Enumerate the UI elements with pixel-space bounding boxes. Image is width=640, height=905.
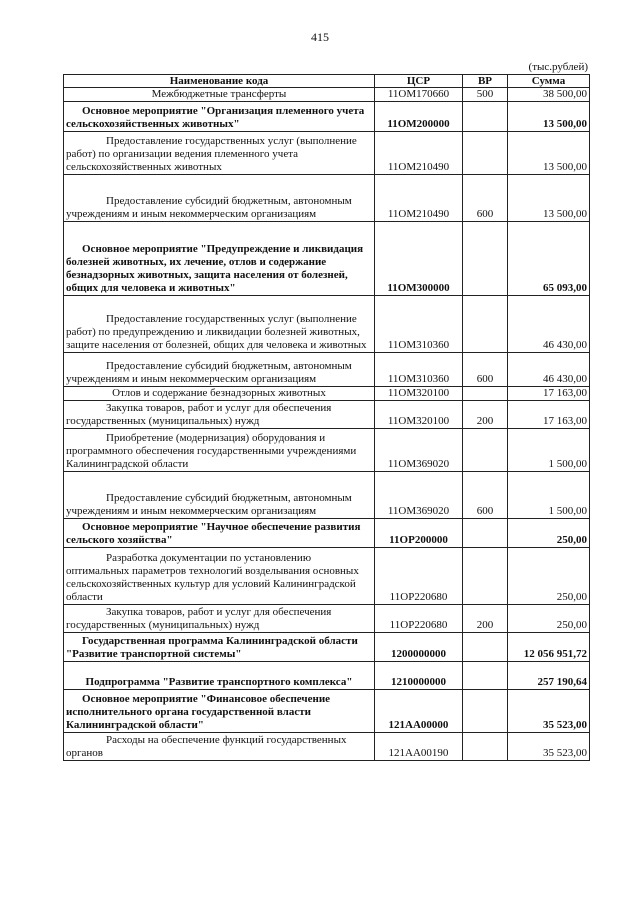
cell-csr: 11OM310360 bbox=[375, 296, 463, 353]
cell-vr bbox=[463, 548, 508, 605]
table-row bbox=[64, 296, 590, 353]
header-sum: Сумма bbox=[508, 75, 590, 88]
table-row bbox=[64, 605, 590, 633]
cell-csr: 121AA00000 bbox=[375, 690, 463, 733]
cell-name: Основное мероприятие "Организация племенного учета сельскохозяйственных животных" bbox=[64, 102, 375, 132]
cell-csr: 11OM310360 bbox=[375, 353, 463, 387]
cell-csr: 11OM320100 bbox=[375, 401, 463, 429]
cell-vr bbox=[463, 519, 508, 548]
cell-name: Подпрограмма "Развитие транспортного комплекса" bbox=[64, 662, 375, 690]
cell-vr: 200 bbox=[463, 605, 508, 633]
budget-table bbox=[63, 74, 590, 761]
cell-csr: 11OM369020 bbox=[375, 429, 463, 472]
cell-name: Закупка товаров, работ и услуг для обеспечения государственных (муниципальных) нужд bbox=[64, 401, 375, 429]
cell-csr: 11OM210490 bbox=[375, 132, 463, 175]
cell-sum: 13 500,00 bbox=[508, 175, 590, 222]
cell-name: Предоставление государственных услуг (выполнение работ) по предупреждению и ликвидации болезней животных, защите населения от болезней, общих для человека и животных bbox=[64, 296, 375, 353]
cell-vr: 500 bbox=[463, 88, 508, 102]
table-row bbox=[64, 132, 590, 175]
cell-csr: 11OM300000 bbox=[375, 222, 463, 296]
cell-csr: 11OM320100 bbox=[375, 387, 463, 401]
cell-vr bbox=[463, 633, 508, 662]
cell-csr: 121AA00190 bbox=[375, 733, 463, 761]
cell-sum: 17 163,00 bbox=[508, 401, 590, 429]
cell-csr: 11OP220680 bbox=[375, 605, 463, 633]
table-row bbox=[64, 88, 590, 102]
cell-name: Межбюджетные трансферты bbox=[64, 88, 375, 102]
table-header-row bbox=[64, 75, 590, 88]
cell-csr: 11OM170660 bbox=[375, 88, 463, 102]
table-row bbox=[64, 387, 590, 401]
cell-vr: 600 bbox=[463, 472, 508, 519]
table-row bbox=[64, 690, 590, 733]
cell-csr: 11OM369020 bbox=[375, 472, 463, 519]
cell-vr: 200 bbox=[463, 401, 508, 429]
cell-name: Основное мероприятие "Финансовое обеспечение исполнительного органа государственной власти Калининградской области" bbox=[64, 690, 375, 733]
table-row bbox=[64, 401, 590, 429]
table-row bbox=[64, 102, 590, 132]
cell-vr bbox=[463, 132, 508, 175]
cell-sum: 35 523,00 bbox=[508, 733, 590, 761]
cell-sum: 17 163,00 bbox=[508, 387, 590, 401]
table-row bbox=[64, 353, 590, 387]
cell-name: Отлов и содержание безнадзорных животных bbox=[64, 387, 375, 401]
cell-csr: 11OP200000 bbox=[375, 519, 463, 548]
cell-name: Государственная программа Калининградской области "Развитие транспортной системы" bbox=[64, 633, 375, 662]
table-body bbox=[64, 88, 590, 761]
cell-sum: 1 500,00 bbox=[508, 429, 590, 472]
table-row bbox=[64, 548, 590, 605]
cell-name: Закупка товаров, работ и услуг для обеспечения государственных (муниципальных) нужд bbox=[64, 605, 375, 633]
cell-name: Приобретение (модернизация) оборудования и программного обеспечения государственными учреждениями Калининградской области bbox=[64, 429, 375, 472]
cell-vr bbox=[463, 387, 508, 401]
cell-sum: 13 500,00 bbox=[508, 132, 590, 175]
cell-sum: 46 430,00 bbox=[508, 296, 590, 353]
cell-name: Разработка документации по установлению оптимальных параметров технологий возделывания основных сельскохозяйственных культур для условий Калининградской области bbox=[64, 548, 375, 605]
cell-name: Предоставление субсидий бюджетным, автономным учреждениям и иным некоммерческим организациям bbox=[64, 472, 375, 519]
cell-csr: 11OM210490 bbox=[375, 175, 463, 222]
cell-vr bbox=[463, 690, 508, 733]
cell-sum: 250,00 bbox=[508, 519, 590, 548]
cell-csr: 11OM200000 bbox=[375, 102, 463, 132]
cell-name: Предоставление субсидий бюджетным, автономным учреждениям и иным некоммерческим организациям bbox=[64, 353, 375, 387]
table-row bbox=[64, 662, 590, 690]
cell-vr: 600 bbox=[463, 353, 508, 387]
header-name: Наименование кода bbox=[64, 75, 375, 88]
cell-sum: 257 190,64 bbox=[508, 662, 590, 690]
cell-name: Предоставление государственных услуг (выполнение работ) по организации ведения племенного учета сельскохозяйственных животных bbox=[64, 132, 375, 175]
cell-sum: 46 430,00 bbox=[508, 353, 590, 387]
page-number: 415 bbox=[311, 30, 329, 44]
cell-sum: 250,00 bbox=[508, 605, 590, 633]
cell-vr bbox=[463, 102, 508, 132]
cell-sum: 13 500,00 bbox=[508, 102, 590, 132]
table-row bbox=[64, 519, 590, 548]
table-row bbox=[64, 175, 590, 222]
cell-csr: 1210000000 bbox=[375, 662, 463, 690]
table-row bbox=[64, 222, 590, 296]
cell-sum: 250,00 bbox=[508, 548, 590, 605]
table-row bbox=[64, 472, 590, 519]
cell-sum: 38 500,00 bbox=[508, 88, 590, 102]
table-row bbox=[64, 633, 590, 662]
cell-vr bbox=[463, 222, 508, 296]
cell-vr bbox=[463, 296, 508, 353]
cell-name: Основное мероприятие "Научное обеспечение развития сельского хозяйства" bbox=[64, 519, 375, 548]
cell-name: Основное мероприятие "Предупреждение и ликвидация болезней животных, их лечение, отлов и содержание безнадзорных животных, защита населения от болезней, общих для человека и животных" bbox=[64, 222, 375, 296]
cell-sum: 65 093,00 bbox=[508, 222, 590, 296]
cell-sum: 12 056 951,72 bbox=[508, 633, 590, 662]
header-csr: ЦСР bbox=[375, 75, 463, 88]
cell-csr: 11OP220680 bbox=[375, 548, 463, 605]
cell-csr: 1200000000 bbox=[375, 633, 463, 662]
cell-name: Расходы на обеспечение функций государственных органов bbox=[64, 733, 375, 761]
header-vr: ВР bbox=[463, 75, 508, 88]
cell-name: Предоставление субсидий бюджетным, автономным учреждениям и иным некоммерческим организациям bbox=[64, 175, 375, 222]
table-row bbox=[64, 733, 590, 761]
table-row bbox=[64, 429, 590, 472]
cell-vr bbox=[463, 733, 508, 761]
cell-sum: 35 523,00 bbox=[508, 690, 590, 733]
cell-vr: 600 bbox=[463, 175, 508, 222]
cell-vr bbox=[463, 429, 508, 472]
units-label: (тыс.рублей) bbox=[528, 61, 588, 73]
cell-sum: 1 500,00 bbox=[508, 472, 590, 519]
cell-vr bbox=[463, 662, 508, 690]
